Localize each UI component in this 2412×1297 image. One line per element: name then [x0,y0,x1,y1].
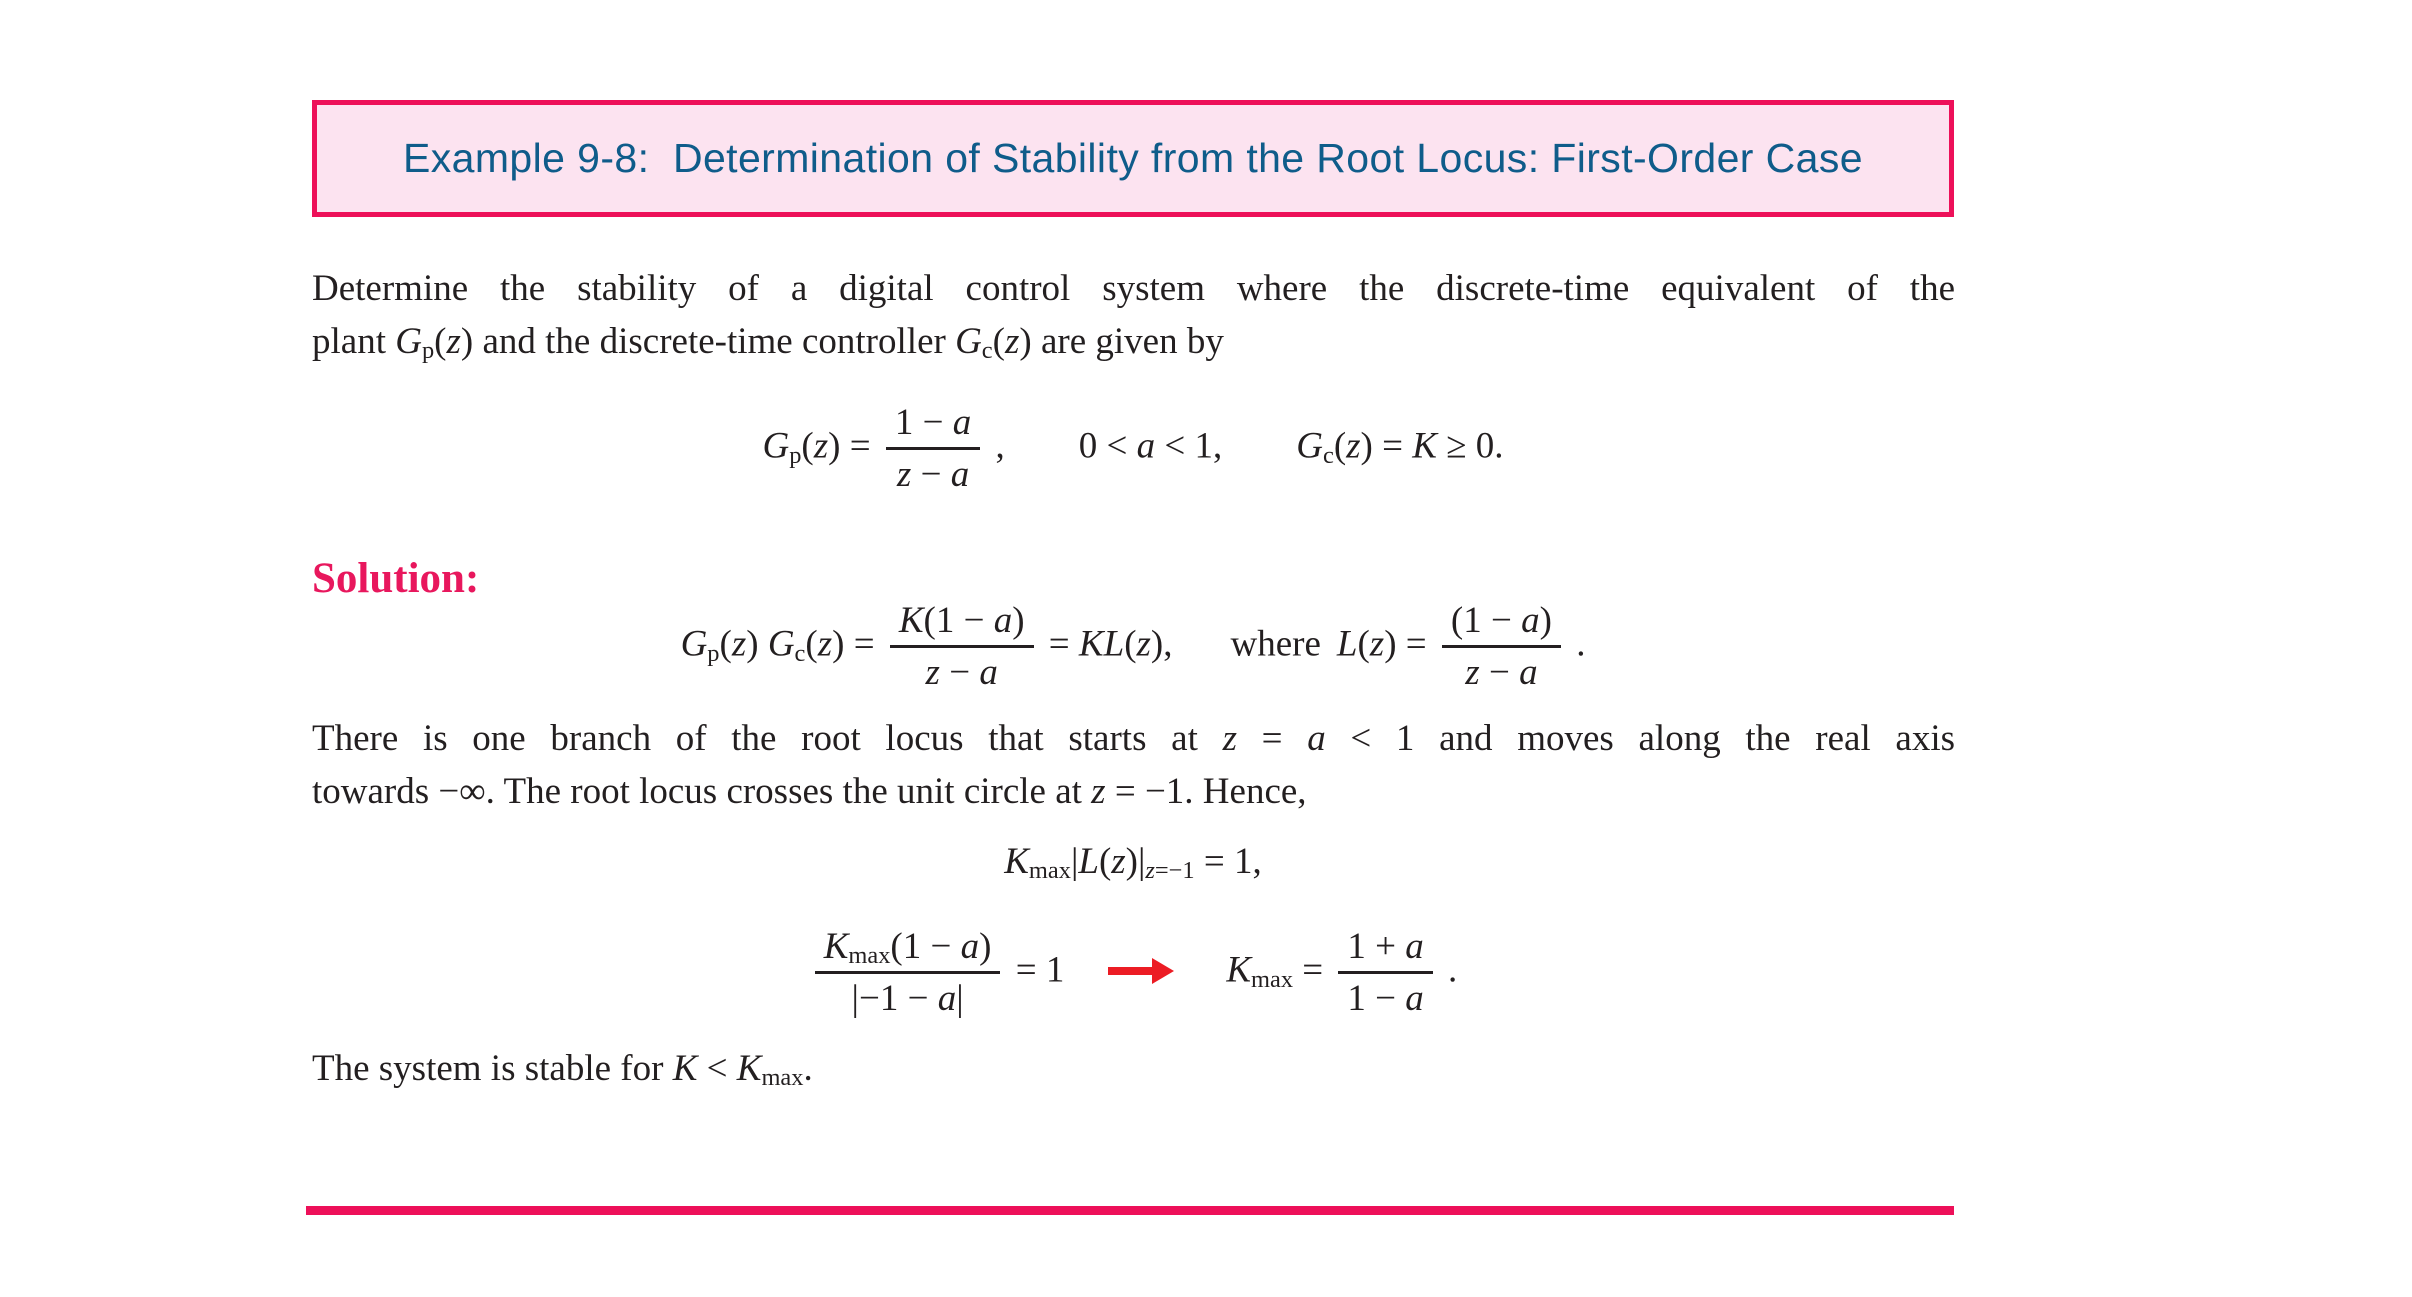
math-variable: a [1521,600,1540,641]
math-variable: a [950,454,970,496]
math-variable: G [1296,425,1323,467]
math-variable: G [767,623,795,665]
math-roman: The system is stable for [312,1048,673,1089]
math-variable: z [446,321,461,362]
math-roman: = [1293,949,1333,991]
math-variable: a [993,600,1013,641]
math-roman: . [1566,623,1586,665]
math-variable: a [952,402,972,443]
math-variable: z [925,652,940,694]
math-subscript: max [1251,965,1294,993]
math-roman: ) [1012,600,1025,641]
math-roman: ) = [1360,425,1413,467]
math-roman: = 1, [1194,841,1262,882]
math-roman: ( [992,321,1005,362]
math-variable: L [1336,623,1358,665]
fraction-numerator [890,596,1034,645]
fraction-denominator [886,447,980,499]
analysis-line-1 [312,712,1955,765]
bottom-rule [306,1206,1954,1215]
math-roman: = −1. Hence, [1105,771,1307,812]
math-variable: K [1004,841,1029,882]
fraction-denominator [815,971,1001,1023]
math-roman: )| [1125,841,1146,882]
math-variable: K [823,926,849,967]
math-variable: z [1369,623,1385,665]
math-variable: z [731,623,747,665]
math-roman: ( [1357,623,1370,665]
math-subscript: c [794,639,806,667]
fraction-numerator [886,398,980,447]
math-roman: (1 − [1450,600,1522,641]
math-roman: (1 − [890,926,961,967]
math-roman: 1 + [1347,926,1406,967]
math-variable: a [1136,425,1156,467]
math-variable: z [1111,841,1126,882]
intro-line-2 [312,315,1955,368]
math-fraction [890,596,1034,698]
math-variable: K [1226,949,1252,991]
math-roman: towards −∞. The root locus crosses the unit circle at [312,771,1092,812]
math-variable: L [1078,841,1099,882]
math-roman: ) and the discrete-time controller [460,321,956,362]
math-roman: ( [1124,623,1137,665]
equation-plant-and-controller [312,398,1954,500]
math-roman: ) = [1384,623,1436,665]
math-roman: , [986,425,1005,467]
fraction-numerator [815,922,1001,971]
example-title-box [312,100,1954,217]
math-roman: | [1070,841,1079,882]
equation-kmax-result [312,922,1954,1024]
math-roman: ) are given by [1019,321,1224,362]
math-variable: z [1222,718,1237,759]
math-variable: K [736,1048,762,1089]
math-roman: ), [1150,623,1173,665]
math-roman: ≥ 0. [1436,425,1504,467]
math-variable: z [1346,425,1361,467]
math-roman: − [911,454,951,496]
math-roman: = [1236,718,1308,759]
math-variable: z [1004,321,1020,362]
math-roman: = [1039,623,1079,665]
equation-loop-gain [312,596,1954,698]
math-fraction [1338,922,1432,1024]
intro-paragraph [312,262,1955,368]
math-variable: a [1307,718,1326,759]
math-subscript: c [1322,441,1334,469]
math-variable: a [1405,926,1424,967]
math-roman: ( [1333,425,1347,467]
math-variable: KL [1078,623,1125,665]
math-subscript: p [789,441,802,469]
math-subscript: c [981,337,993,365]
math-variable: z [1145,857,1155,885]
math-variable: z [896,454,912,496]
math-fraction [1442,596,1561,698]
math-roman: where [1230,623,1321,665]
math-roman: ) = [832,623,884,665]
fraction-numerator [1442,596,1561,645]
conclusion-line [312,1042,1955,1095]
math-roman: ( [719,623,732,665]
fraction-denominator [1442,645,1561,697]
math-roman: ) [1539,600,1552,641]
math-roman: ( [805,623,818,665]
math-roman: − [939,652,980,694]
math-roman: − [1479,652,1520,694]
fraction-denominator [890,645,1034,697]
math-roman: ) [746,623,768,665]
math-variable: a [937,978,957,1020]
math-variable: z [1091,771,1106,812]
math-roman: = 1 [1006,949,1065,991]
math-roman: There is one branch of the root locus that starts at [312,718,1223,759]
math-subscript: p [707,639,720,667]
math-roman: . [803,1048,813,1089]
math-roman: . [1438,949,1458,991]
intro-line-1 [312,262,1955,315]
solution-label: Solution: [312,555,480,602]
math-roman: 0 < [1078,425,1137,467]
math-roman: ( [801,425,814,467]
example-title: Example 9-8: Determination of Stability from the Root Locus: First-Order Case [403,135,1863,181]
math-roman: | [956,978,964,1020]
math-roman: 1 − [894,402,953,443]
right-arrow-icon [1108,958,1174,984]
equation-kmax-condition [312,840,1954,883]
math-roman: < [697,1048,737,1089]
analysis-paragraph [312,712,1955,818]
math-variable: z [813,425,829,467]
fraction-numerator [1338,922,1432,971]
math-roman: (1 − [923,600,994,641]
math-variable: K [898,600,924,641]
math-roman: plant [312,321,396,362]
math-roman: =−1 [1154,857,1195,885]
fraction-denominator [1338,971,1432,1023]
math-roman: ( [1098,841,1112,882]
math-variable: K [1412,425,1437,467]
math-fraction [815,922,1001,1024]
math-roman: < 1, [1155,425,1223,467]
math-roman: ) = [828,425,880,467]
math-subscript: p [421,337,435,365]
math-subscript [1145,857,1194,884]
math-subscript: max [848,942,891,970]
math-roman: Determine the stability of a digital control system where the discrete-time equivalent of the [312,268,1955,309]
math-variable: a [979,652,998,694]
math-subscript: max [1028,857,1071,885]
math-roman: ( [434,321,447,362]
math-variable: G [762,425,790,467]
math-variable: z [1136,623,1151,665]
math-roman: |−1 − [851,978,938,1020]
math-variable: G [680,623,708,665]
math-fraction [886,398,980,500]
math-variable: a [1519,652,1538,694]
math-variable: a [1405,978,1424,1020]
math-variable: G [955,321,982,362]
arrow-shaft [1108,967,1152,975]
math-variable: z [1465,652,1480,694]
math-variable: a [960,926,980,967]
math-roman: ) [979,926,992,967]
analysis-line-2 [312,765,1955,818]
math-variable: K [672,1048,698,1089]
math-roman: 1 − [1347,978,1406,1020]
math-subscript: max [761,1064,804,1092]
arrow-head [1152,958,1174,984]
math-variable: z [817,623,833,665]
math-variable: G [395,321,422,362]
math-roman: < 1 and moves along the real axis [1325,718,1956,759]
